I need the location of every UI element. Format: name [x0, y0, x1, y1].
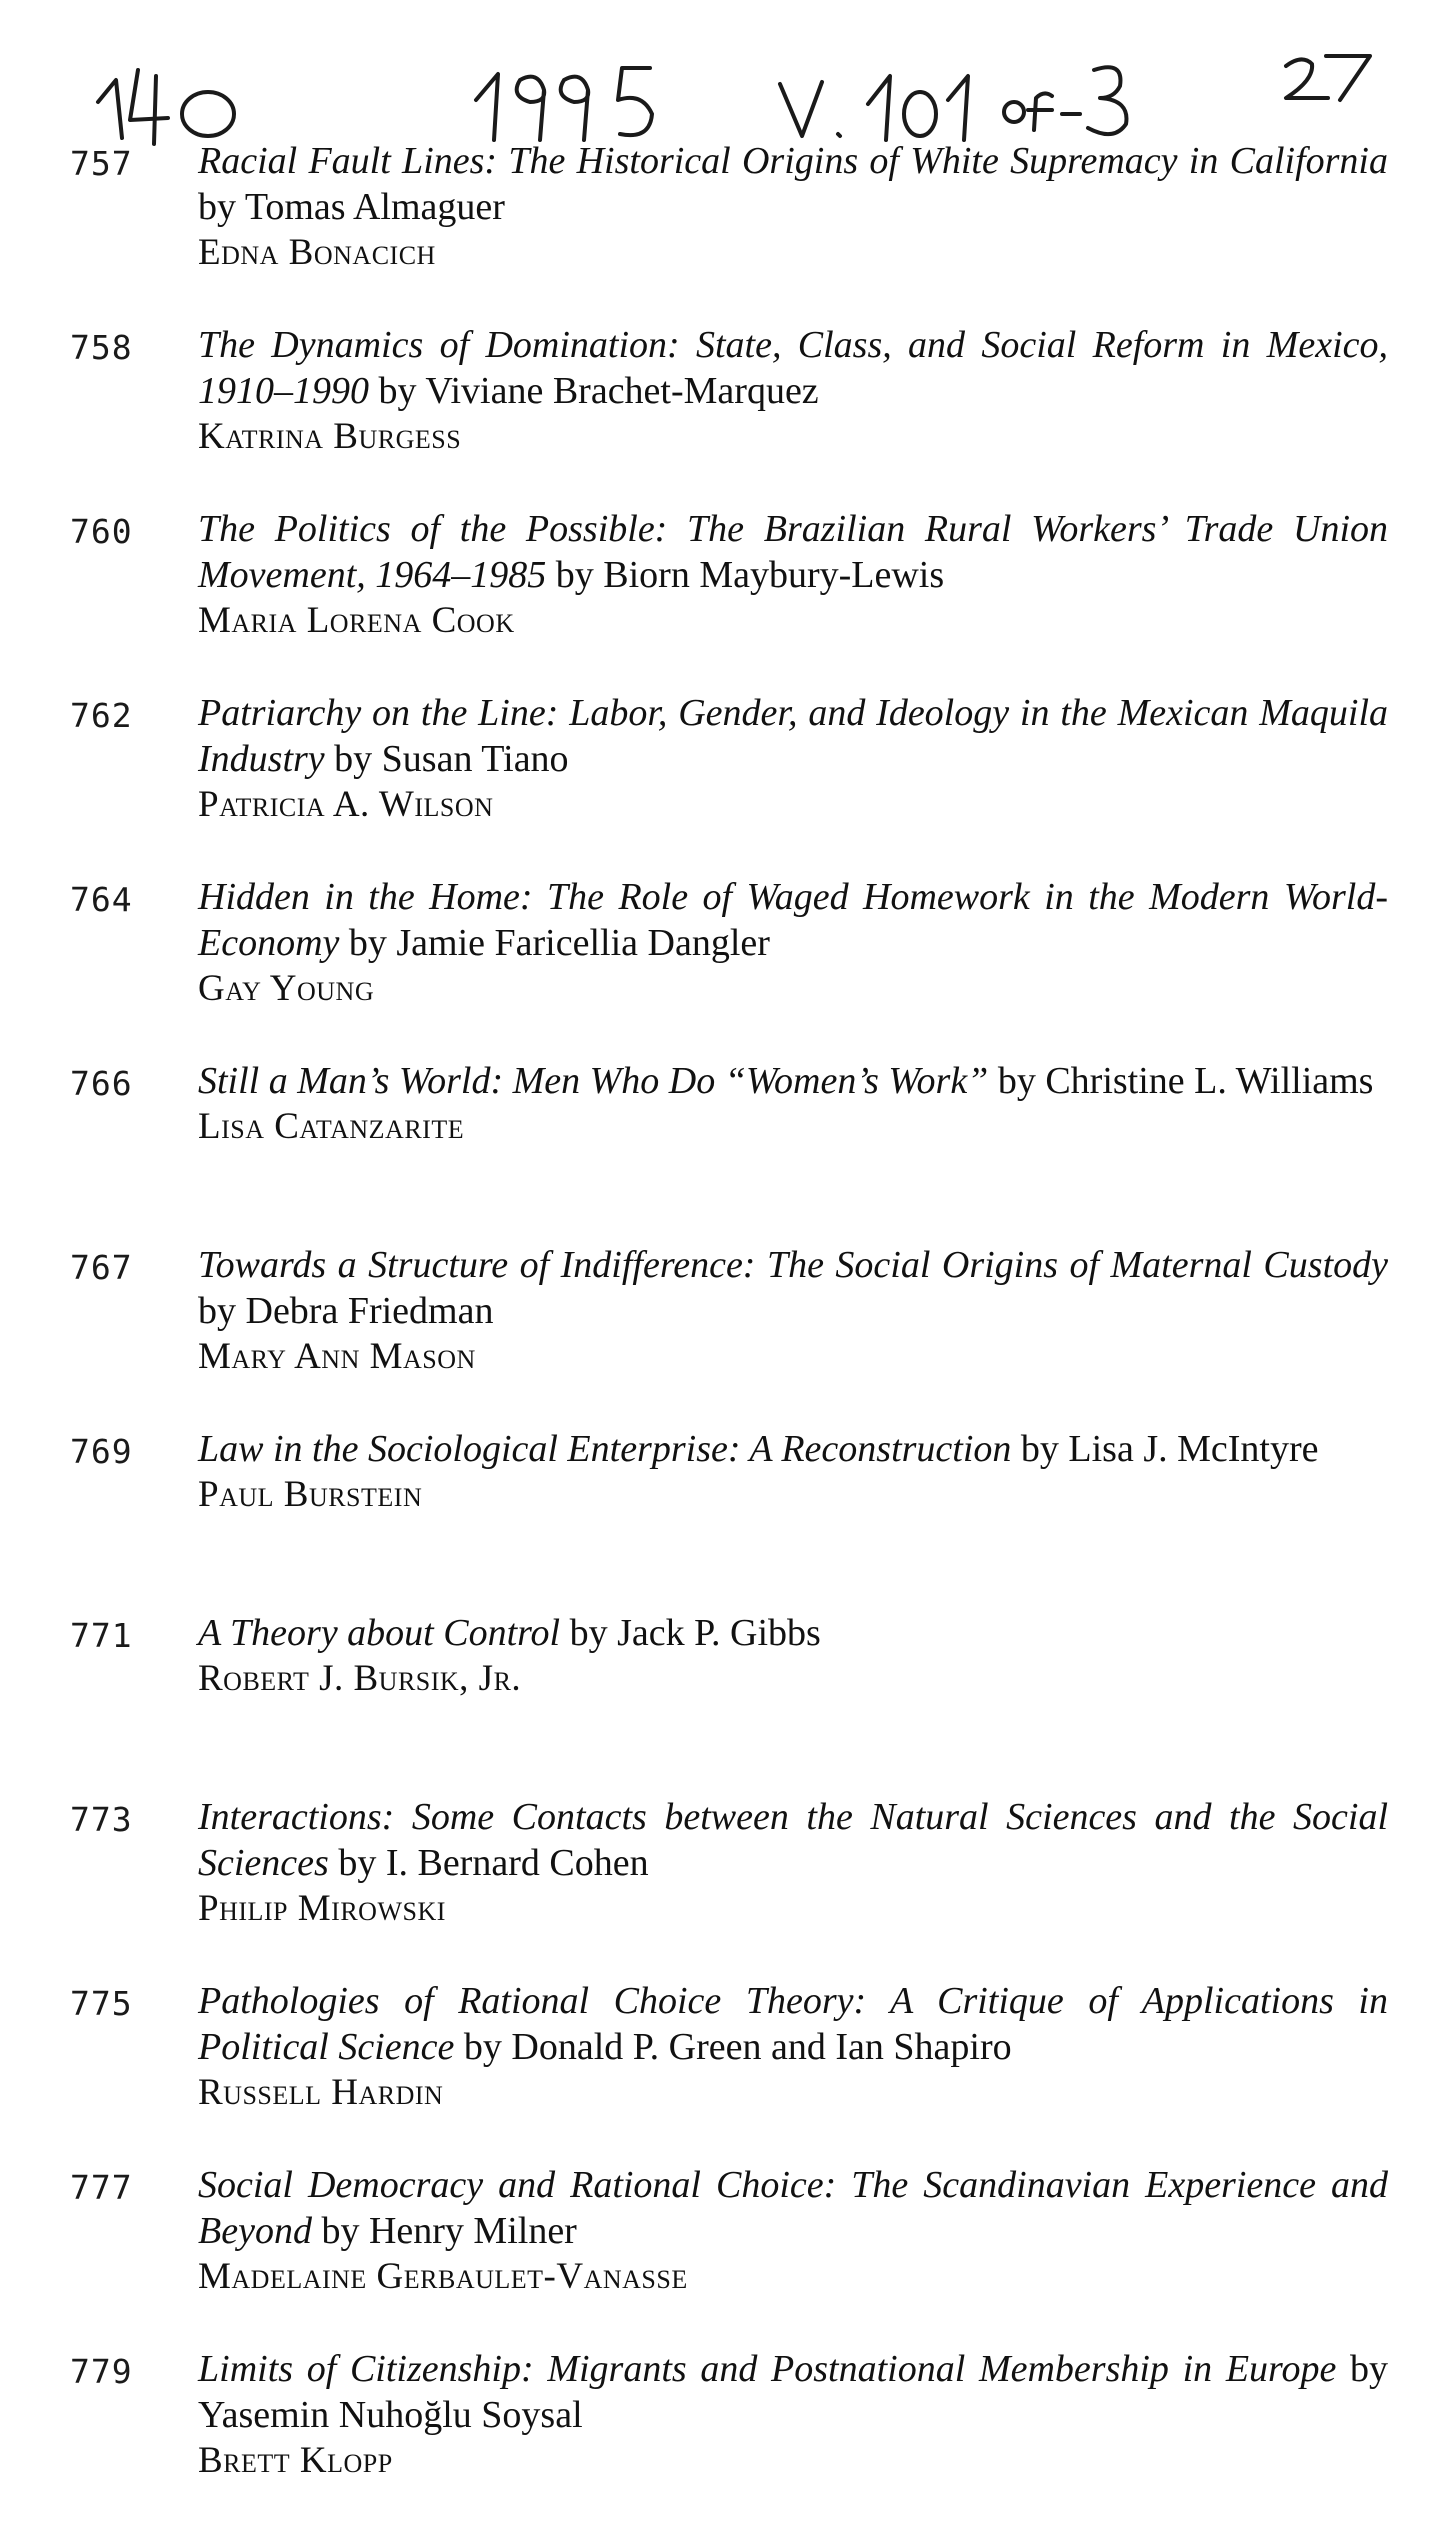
book-author: by Debra Friedman	[198, 1290, 494, 1332]
reviewer-name: Mary Ann Mason	[198, 1336, 476, 1377]
reviewer-name: Brett Klopp	[198, 2440, 393, 2481]
reviewer-name: Maria Lorena Cook	[198, 600, 515, 641]
citation	[198, 506, 1388, 598]
citation	[198, 2346, 1388, 2438]
entry-text	[198, 1978, 1388, 2116]
book-author: by Biorn Maybury-Lewis	[546, 554, 945, 596]
book-author: by Jamie Faricellia Dangler	[339, 922, 770, 964]
review-entry	[70, 874, 1390, 1058]
reviewer-name: Philip Mirowski	[198, 1888, 446, 1929]
review-entry	[70, 1610, 1390, 1794]
book-author: by Christine L. Williams	[988, 1060, 1374, 1102]
entry-text	[198, 1610, 1388, 1702]
citation	[198, 138, 1388, 230]
page-number: 757	[70, 144, 133, 183]
entry-text	[198, 506, 1388, 644]
entry-text	[198, 1242, 1388, 1380]
book-title: Racial Fault Lines: The Historical Origins of White Supremacy in California	[198, 140, 1388, 182]
reviewer-name: Robert J. Bursik, Jr.	[198, 1658, 522, 1699]
reviewer-name: Lisa Catanzarite	[198, 1106, 465, 1147]
citation	[198, 1426, 1388, 1472]
reviewer-name: Russell Hardin	[198, 2072, 444, 2113]
page-number: 766	[70, 1064, 133, 1103]
review-entry	[70, 1978, 1390, 2162]
book-title: A Theory about Control	[198, 1612, 561, 1654]
citation	[198, 322, 1388, 414]
book-title: Towards a Structure of Indifference: The Social Origins of Maternal Custody	[198, 1244, 1388, 1286]
book-author: by Henry Milner	[311, 2210, 577, 2252]
book-author: by Yasemin Nuhoğlu Soysal	[198, 2348, 1388, 2436]
book-author: by Viviane Brachet-Marquez	[369, 370, 819, 412]
book-review-list	[70, 138, 1390, 2530]
book-author: by Lisa J. McIntyre	[1011, 1428, 1319, 1470]
review-entry	[70, 1242, 1390, 1426]
page-number: 777	[70, 2168, 133, 2207]
book-title: The Politics of the Possible: The Brazilian Rural Workers’ Trade Union Movement, 1964–1985	[198, 508, 1388, 596]
review-entry	[70, 506, 1390, 690]
book-title: The Dynamics of Domination: State, Class, and Social Reform in Mexico, 1910–1990	[198, 324, 1388, 412]
entry-text	[198, 2346, 1388, 2484]
book-author: by I. Bernard Cohen	[328, 1842, 649, 1884]
book-author: by Jack P. Gibbs	[560, 1612, 821, 1654]
handwritten-note-drawing	[90, 40, 1410, 150]
review-entry	[70, 2346, 1390, 2530]
book-title: Hidden in the Home: The Role of Waged Homework in the Modern World-Economy	[198, 876, 1388, 964]
entry-text	[198, 1794, 1388, 1932]
entry-text	[198, 322, 1388, 460]
citation	[198, 690, 1388, 782]
handwritten-catalog-note	[90, 40, 1410, 150]
entry-text	[198, 2162, 1388, 2300]
review-entry	[70, 1426, 1390, 1610]
book-author: by Susan Tiano	[324, 738, 569, 780]
review-entry	[70, 138, 1390, 322]
citation	[198, 1058, 1388, 1104]
book-title: Law in the Sociological Enterprise: A Reconstruction	[198, 1428, 1012, 1470]
citation	[198, 1978, 1388, 2070]
page-number: 764	[70, 880, 133, 919]
review-entry	[70, 322, 1390, 506]
page-number: 762	[70, 696, 133, 735]
reviewer-name: Patricia A. Wilson	[198, 784, 494, 825]
review-entry	[70, 1794, 1390, 1978]
book-author: by Donald P. Green and Ian Shapiro	[454, 2026, 1012, 2068]
book-title: Still a Man’s World: Men Who Do “Women’s Work”	[198, 1060, 989, 1102]
entry-text	[198, 874, 1388, 1012]
citation	[198, 874, 1388, 966]
book-author: by Tomas Almaguer	[198, 186, 505, 228]
book-title: Patriarchy on the Line: Labor, Gender, and Ideology in the Mexican Maquila Industry	[198, 692, 1388, 780]
reviewer-name: Edna Bonacich	[198, 232, 436, 273]
page-number: 760	[70, 512, 133, 551]
citation	[198, 1242, 1388, 1334]
citation	[198, 1794, 1388, 1886]
reviewer-name: Madelaine Gerbaulet-Vanasse	[198, 2256, 688, 2297]
review-entry	[70, 690, 1390, 874]
page-number: 779	[70, 2352, 133, 2391]
page-number: 767	[70, 1248, 133, 1287]
page-number: 771	[70, 1616, 133, 1655]
page-number: 773	[70, 1800, 133, 1839]
reviewer-name: Paul Burstein	[198, 1474, 423, 1515]
book-title: Pathologies of Rational Choice Theory: A Critique of Applications in Political Science	[198, 1980, 1388, 2068]
entry-text	[198, 138, 1388, 276]
reviewer-name: Gay Young	[198, 968, 375, 1009]
review-entry	[70, 1058, 1390, 1242]
citation	[198, 2162, 1388, 2254]
entry-text	[198, 1426, 1388, 1518]
page-number: 769	[70, 1432, 133, 1471]
book-title: Limits of Citizenship: Migrants and Postnational Membership in Europe	[198, 2348, 1337, 2390]
entry-text	[198, 1058, 1388, 1150]
reviewer-name: Katrina Burgess	[198, 416, 462, 457]
page-number: 775	[70, 1984, 133, 2023]
book-title: Social Democracy and Rational Choice: The Scandinavian Experience and Beyond	[198, 2164, 1388, 2252]
citation	[198, 1610, 1388, 1656]
book-title: Interactions: Some Contacts between the Natural Sciences and the Social Sciences	[198, 1796, 1388, 1884]
entry-text	[198, 690, 1388, 828]
page-number: 758	[70, 328, 133, 367]
review-entry	[70, 2162, 1390, 2346]
